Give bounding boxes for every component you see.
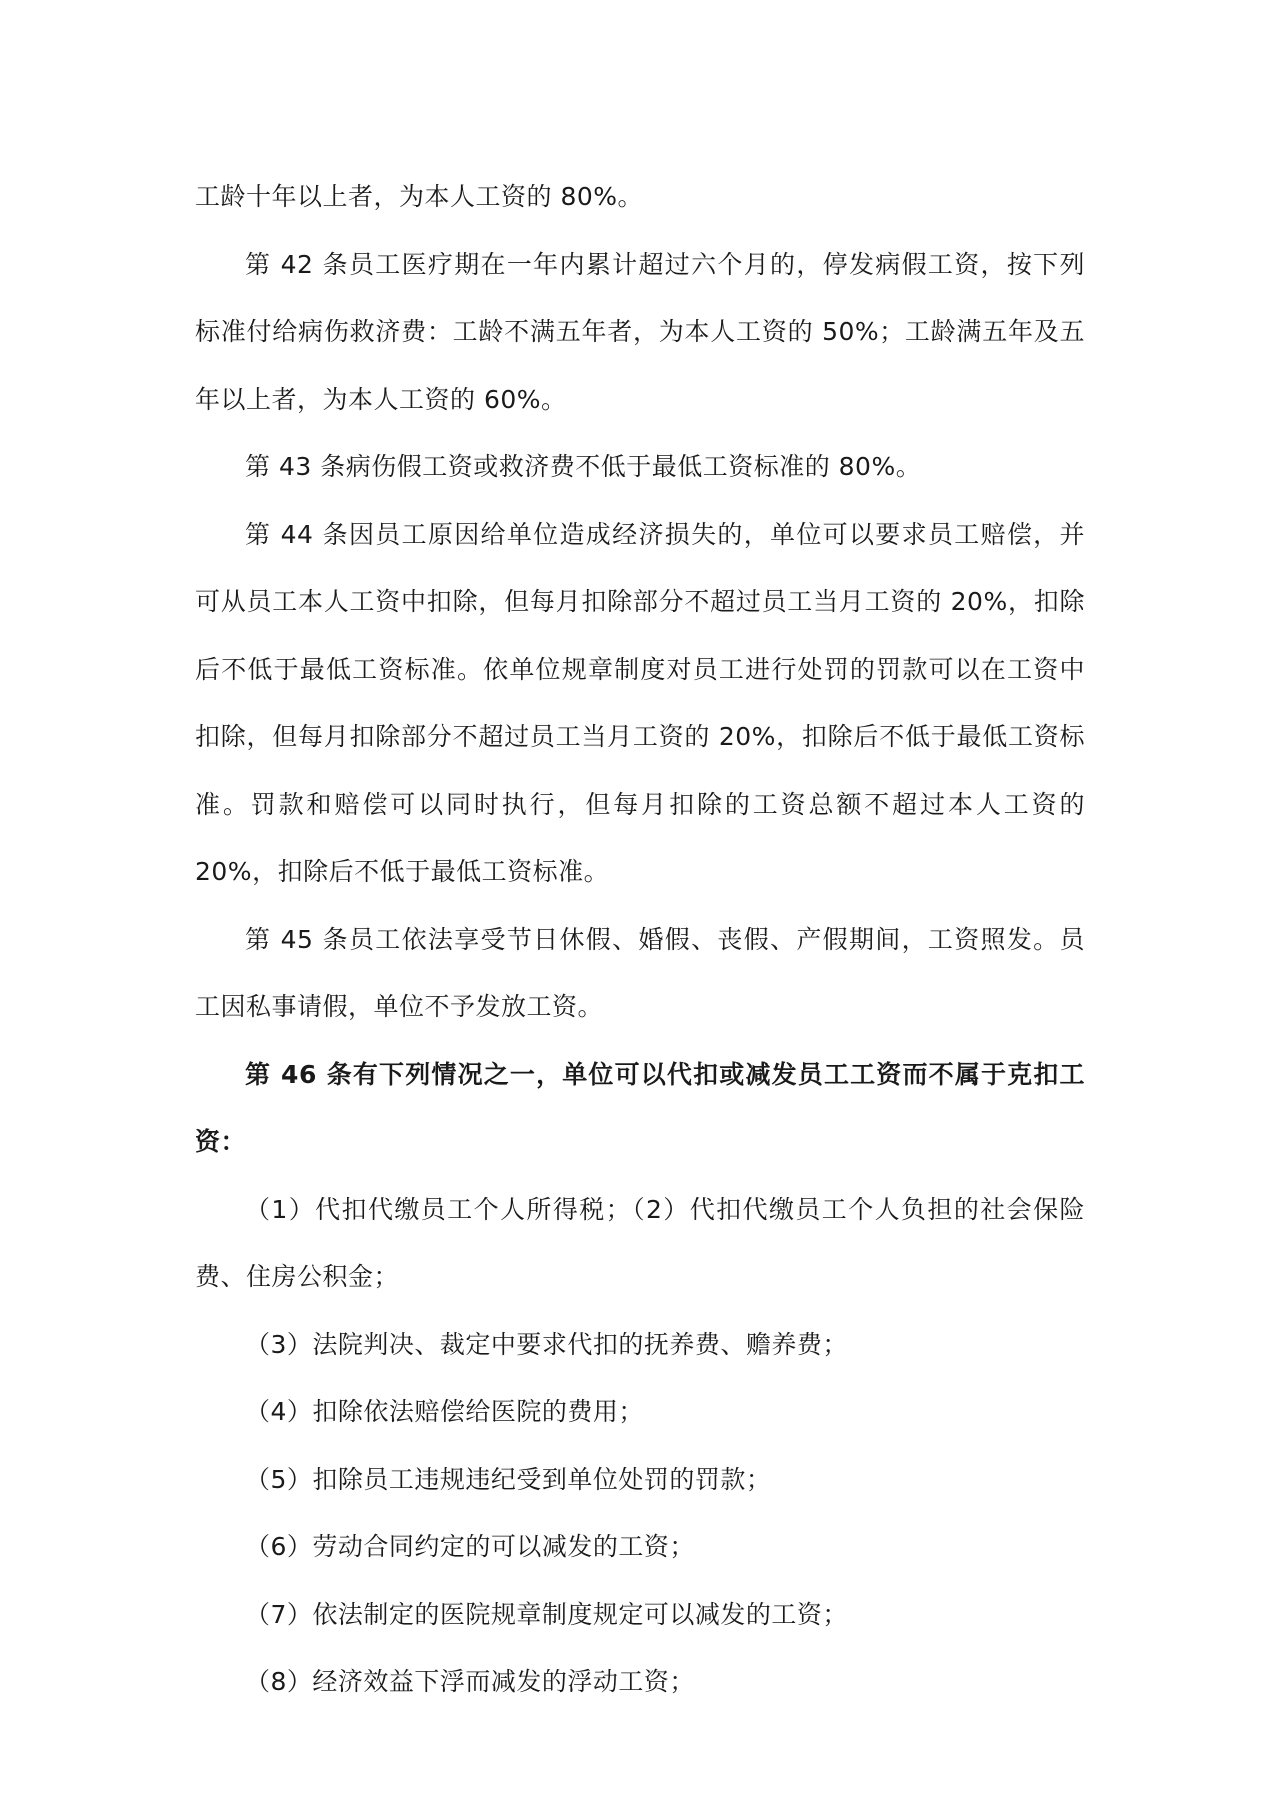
paragraph-continuation: 工龄十年以上者，为本人工资的 80%。	[195, 182, 644, 211]
paragraph-article-43: 第 43 条病伤假工资或救济费不低于最低工资标准的 80%。	[245, 452, 922, 481]
paragraph-article-46-heading: 第 46 条有下列情况之一，单位可以代扣或减发员工工资而不属于克扣工资：	[195, 1059, 1085, 1156]
paragraph-article-42: 第 42 条员工医疗期在一年内累计超过六个月的，停发病假工资，按下列标准付给病伤救济费：工龄不满五年者，为本人工资的 50%；工龄满五年及五年以上者，为本人工资的 60%。	[195, 249, 1085, 414]
list-item-1-2: （1）代扣代缴员工个人所得税；（2）代扣代缴员工个人负担的社会保险费、住房公积金；	[195, 1194, 1085, 1291]
list-item-6: （6）劳动合同约定的可以减发的工资；	[245, 1532, 695, 1561]
list-item-5: （5）扣除员工违规违纪受到单位处罚的罚款；	[245, 1464, 772, 1494]
list-item-3: （3）法院判决、裁定中要求代扣的抚养费、赡养费；	[245, 1329, 848, 1359]
document-body	[195, 163, 1085, 1716]
paragraph-article-45: 第 45 条员工依法享受节日休假、婚假、丧假、产假期间，工资照发。员工因私事请假，单位不予发放工资。	[195, 924, 1085, 1021]
list-item-7: （7）依法制定的医院规章制度规定可以减发的工资；	[245, 1599, 848, 1629]
list-item-8: （8）经济效益下浮而减发的浮动工资；	[245, 1667, 695, 1696]
paragraph-article-44: 第 44 条因员工原因给单位造成经济损失的，单位可以要求员工赔偿，并可从员工本人工资中扣除，但每月扣除部分不超过员工当月工资的 20%，扣除后不低于最低工资标准。依单位规章制度对员工进行处罚的罚款可以在工资中扣除，但每月扣除部分不超过员工当月工资的 20%，扣除后不低于最低工资标准。罚款和赔偿可以同时执行，但每月扣除的工资总额不超过本人工资的 20%，扣除后不低于最低工资标准。	[195, 519, 1085, 886]
list-item-4: （4）扣除依法赔偿给医院的费用；	[245, 1397, 644, 1426]
